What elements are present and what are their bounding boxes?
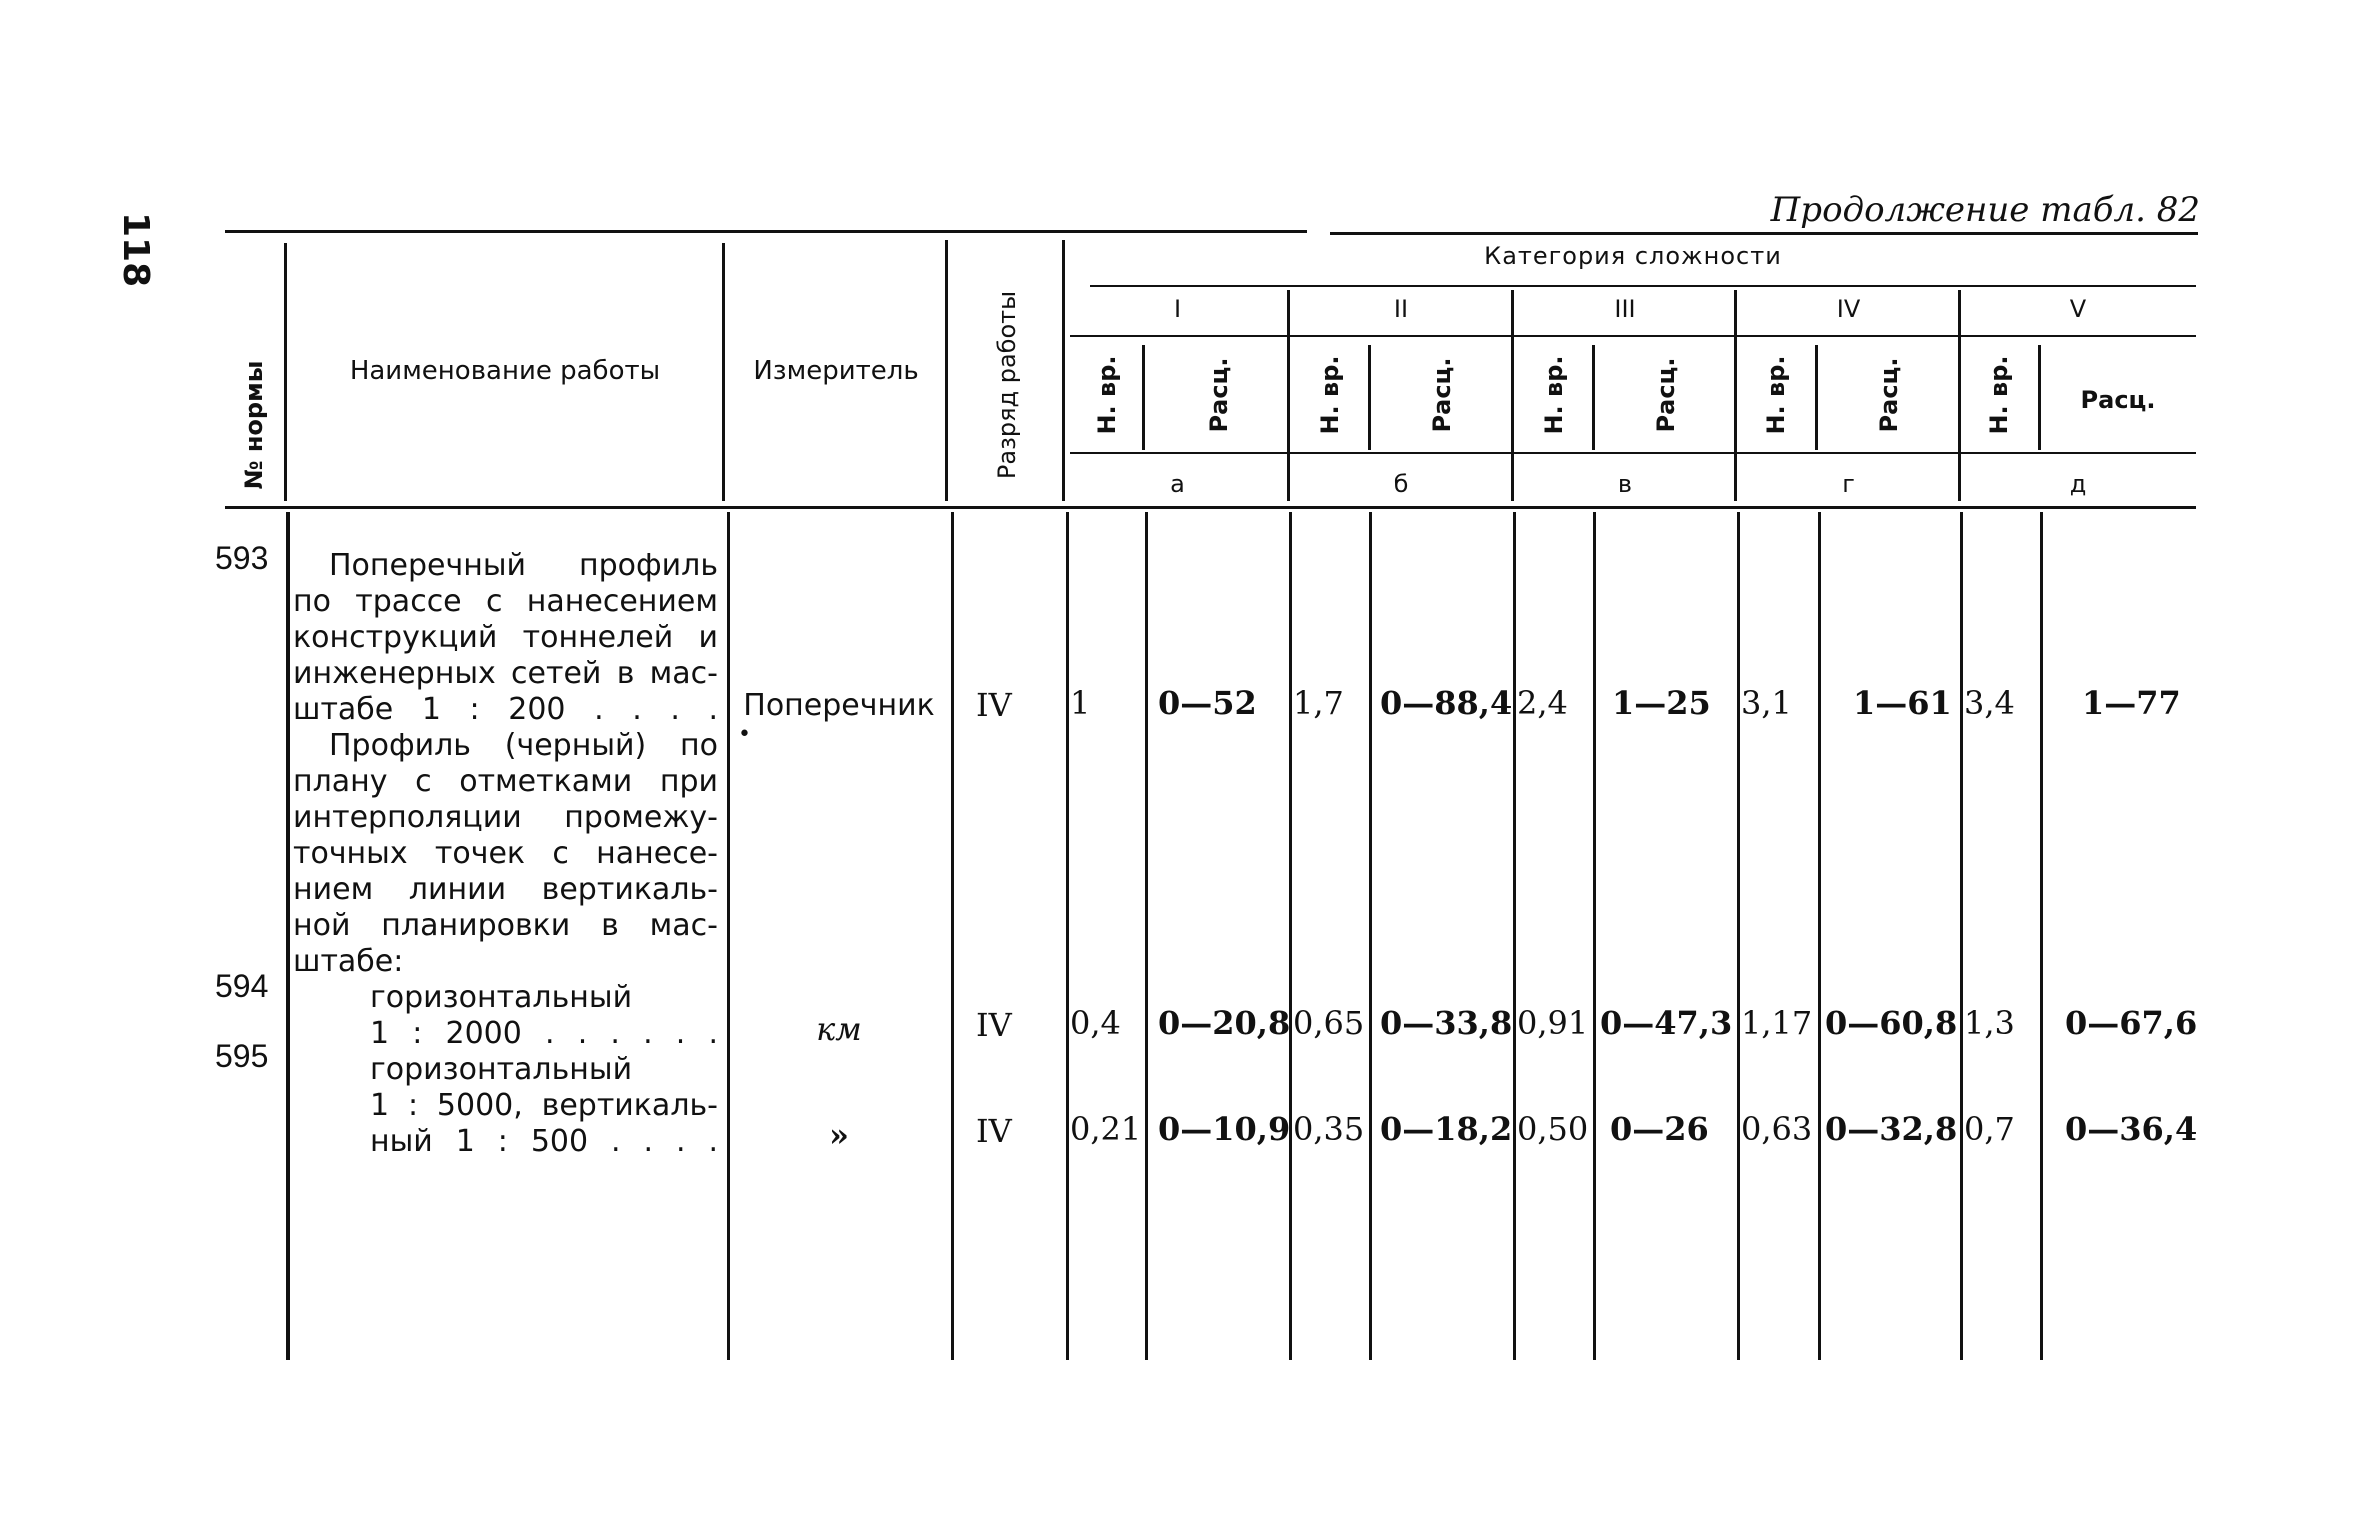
subhead-time-3: Н. вр. bbox=[1540, 355, 1568, 435]
time-593-5: 3,4 bbox=[1964, 684, 2015, 722]
description-594: горизонтальный 1 : 2000 . . . . . . bbox=[370, 980, 718, 1051]
subhead-time-1: Н. вр. bbox=[1093, 355, 1121, 435]
vline-body-2 bbox=[727, 512, 730, 1360]
unit-594: км bbox=[816, 1010, 862, 1048]
group-roman-3: III bbox=[1614, 295, 1636, 323]
time-595-3: 0,50 bbox=[1517, 1110, 1589, 1148]
vline-body-4 bbox=[1066, 512, 1069, 1360]
header-category: Категория сложности bbox=[1484, 242, 1782, 270]
group-letter-1: а bbox=[1170, 470, 1185, 498]
group-roman-5: V bbox=[2069, 295, 2087, 323]
subhead-rate-2: Расц. bbox=[1428, 357, 1456, 433]
header-norm-no: № нормы bbox=[240, 360, 268, 490]
category-rule bbox=[1090, 285, 2196, 287]
unit-593-mark: • bbox=[738, 722, 751, 747]
time-593-2: 1,7 bbox=[1293, 684, 1344, 722]
rate-595-2: 0—18,2 bbox=[1380, 1110, 1513, 1148]
unit-593: Поперечник bbox=[743, 688, 935, 723]
grade-593: IV bbox=[976, 686, 1012, 724]
rate-595-3: 0—26 bbox=[1610, 1110, 1709, 1148]
norm-number-593: 593 bbox=[215, 540, 269, 576]
page-number: 118 bbox=[115, 212, 156, 288]
vline-body-5 bbox=[1145, 512, 1148, 1360]
subhead-rate-1: Расц. bbox=[1205, 357, 1233, 433]
vline-body-13 bbox=[2040, 512, 2043, 1360]
grade-595: IV bbox=[976, 1112, 1012, 1150]
time-595-1: 0,21 bbox=[1070, 1110, 1142, 1148]
vline-main-1 bbox=[284, 243, 287, 501]
time-594-5: 1,3 bbox=[1964, 1004, 2015, 1042]
header-work-name: Наименование работы bbox=[349, 356, 661, 386]
description-593: Поперечный профиль по трассе с нанесением конструкций тоннелей и инженерных сетей в мас- штабе 1 : 200 . . . . bbox=[293, 548, 718, 727]
header-bottom-rule bbox=[225, 506, 2196, 509]
subhead-rate-5: Расц. bbox=[2080, 386, 2156, 414]
rate-593-2: 0—88,4 bbox=[1380, 684, 1513, 722]
group-roman-1: I bbox=[1173, 295, 1182, 323]
time-595-5: 0,7 bbox=[1964, 1110, 2015, 1148]
rate-594-5: 0—67,6 bbox=[2065, 1004, 2198, 1042]
time-594-1: 0,4 bbox=[1070, 1004, 1121, 1042]
time-594-2: 0,65 bbox=[1293, 1004, 1365, 1042]
vline-body-12 bbox=[1960, 512, 1963, 1360]
group-rule bbox=[1070, 335, 2196, 337]
top-rule-right bbox=[1330, 232, 2198, 235]
rate-594-4: 0—60,8 bbox=[1825, 1004, 1958, 1042]
unit-595: » bbox=[829, 1116, 849, 1154]
vline-body-7 bbox=[1369, 512, 1372, 1360]
table-continuation-title: Продолжение табл. 82 bbox=[1770, 190, 2200, 230]
rate-593-3: 1—25 bbox=[1612, 684, 1711, 722]
time-593-4: 3,1 bbox=[1741, 684, 1792, 722]
vline-main-3 bbox=[945, 240, 948, 501]
norm-number-594: 594 bbox=[215, 968, 269, 1004]
rate-594-2: 0—33,8 bbox=[1380, 1004, 1513, 1042]
time-594-3: 0,91 bbox=[1517, 1004, 1589, 1042]
rate-593-5: 1—77 bbox=[2082, 684, 2181, 722]
vline-sub-1 bbox=[1142, 345, 1145, 450]
subhead-rate-4: Расц. bbox=[1875, 357, 1903, 433]
rate-594-1: 0—20,8 bbox=[1158, 1004, 1291, 1042]
vline-body-3 bbox=[951, 512, 954, 1360]
vline-body-9 bbox=[1593, 512, 1596, 1360]
time-595-2: 0,35 bbox=[1293, 1110, 1365, 1148]
top-rule-left bbox=[225, 230, 1307, 233]
rate-593-1: 0—52 bbox=[1158, 684, 1257, 722]
group-letter-2: б bbox=[1393, 470, 1409, 498]
header-unit: Измеритель bbox=[753, 356, 919, 386]
description-profile: Профиль (черный) по плану с отметками при интерполяции промежу- точных точек с нанесе- нием линии вертикаль- ной планировки в мас- штабе: bbox=[293, 728, 718, 979]
subhead-rate-3: Расц. bbox=[1652, 357, 1680, 433]
subhead-time-5: Н. вр. bbox=[1985, 355, 2013, 435]
rate-595-5: 0—36,4 bbox=[2065, 1110, 2198, 1148]
vline-body-11 bbox=[1818, 512, 1821, 1360]
group-roman-4: IV bbox=[1836, 295, 1861, 323]
time-593-3: 2,4 bbox=[1517, 684, 1568, 722]
time-594-4: 1,17 bbox=[1741, 1004, 1813, 1042]
vline-body-8 bbox=[1513, 512, 1516, 1360]
subhead-rule bbox=[1070, 452, 2196, 454]
subhead-time-2: Н. вр. bbox=[1316, 355, 1344, 435]
vline-sub-4 bbox=[1815, 345, 1818, 450]
vline-main-2 bbox=[722, 243, 725, 501]
vline-sub-3 bbox=[1592, 345, 1595, 450]
vline-body-10 bbox=[1737, 512, 1740, 1360]
group-letter-3: в bbox=[1617, 470, 1633, 498]
vline-sub-2 bbox=[1368, 345, 1371, 450]
rate-595-4: 0—32,8 bbox=[1825, 1110, 1958, 1148]
subhead-time-4: Н. вр. bbox=[1762, 355, 1790, 435]
norm-number-595: 595 bbox=[215, 1038, 269, 1074]
time-595-4: 0,63 bbox=[1741, 1110, 1813, 1148]
rate-594-3: 0—47,3 bbox=[1600, 1004, 1733, 1042]
group-roman-2: II bbox=[1393, 295, 1409, 323]
vline-body-1 bbox=[286, 512, 290, 1360]
group-letter-5: д bbox=[2069, 470, 2087, 498]
rate-595-1: 0—10,9 bbox=[1158, 1110, 1291, 1148]
description-595: горизонтальный 1 : 5000, вертикаль- ный 1 : 500 . . . . bbox=[370, 1052, 718, 1159]
vline-body-6 bbox=[1289, 512, 1292, 1360]
grade-594: IV bbox=[976, 1006, 1012, 1044]
header-grade: Разряд работы bbox=[993, 290, 1021, 480]
group-letter-4: г bbox=[1842, 470, 1855, 498]
vline-main-4 bbox=[1062, 240, 1065, 501]
time-593-1: 1 bbox=[1070, 684, 1091, 722]
rate-593-4: 1—61 bbox=[1853, 684, 1952, 722]
